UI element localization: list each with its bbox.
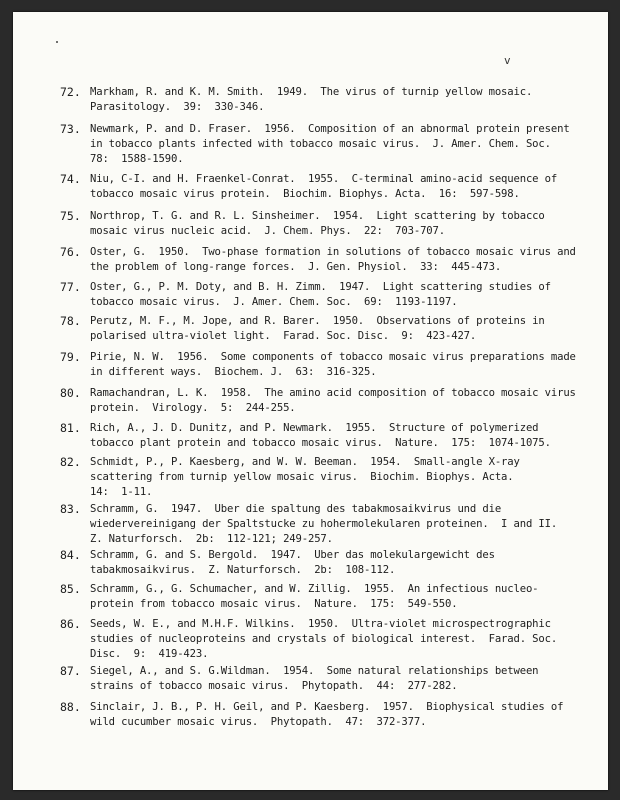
- reference-number: 78.: [60, 314, 81, 328]
- reference-text-line: polarised ultra-violet light. Farad. Soc. Disc. 9: 423-427.: [90, 330, 477, 342]
- reference-number: 83.: [60, 502, 81, 516]
- reference-list: [13, 12, 608, 790]
- reference-number: 80.: [60, 386, 81, 400]
- reference-text-line: Schramm, G. 1947. Uber die spaltung des tabakmosaikvirus und die: [90, 503, 502, 515]
- reference-text-line: Sinclair, J. B., P. H. Geil, and P. Kaesberg. 1957. Biophysical studies of: [90, 701, 564, 713]
- reference-number: 84.: [60, 548, 81, 562]
- reference-text-line: tobacco mosaic virus protein. Biochim. Biophys. Acta. 16: 597-598.: [90, 188, 520, 200]
- reference-text-line: Markham, R. and K. M. Smith. 1949. The virus of turnip yellow mosaic.: [90, 86, 533, 98]
- reference-text-line: scattering from turnip yellow mosaic virus. Biochim. Biophys. Acta.: [90, 471, 514, 483]
- reference-text-line: protein from tobacco mosaic virus. Nature. 175: 549-550.: [90, 598, 458, 610]
- reference-text-line: tobacco plant protein and tobacco mosaic virus. Nature. 175: 1074-1075.: [90, 437, 551, 449]
- reference-number: 73.: [60, 122, 81, 136]
- reference-number: 87.: [60, 664, 81, 678]
- reference-text-line: Rich, A., J. D. Dunitz, and P. Newmark. 1955. Structure of polymerized: [90, 422, 539, 434]
- reference-text-line: Z. Naturforsch. 2b: 112-121; 249-257.: [90, 533, 333, 545]
- reference-text-line: Disc. 9: 419-423.: [90, 648, 209, 660]
- reference-text-line: Schramm, G., G. Schumacher, and W. Zillig. 1955. An infectious nucleo-: [90, 583, 539, 595]
- reference-number: 82.: [60, 455, 81, 469]
- reference-text-line: Seeds, W. E., and M.H.F. Wilkins. 1950. Ultra-violet microspectrographic: [90, 618, 551, 630]
- reference-text-line: tobacco mosaic virus. J. Amer. Chem. Soc. 69: 1193-1197.: [90, 296, 458, 308]
- reference-number: 81.: [60, 421, 81, 435]
- reference-text-line: tabakmosaikvirus. Z. Naturforsch. 2b: 108-112.: [90, 564, 396, 576]
- reference-text-line: in different ways. Biochem. J. 63: 316-325.: [90, 366, 377, 378]
- reference-text-line: Schramm, G. and S. Bergold. 1947. Uber das molekulargewicht des: [90, 549, 495, 561]
- reference-text-line: Pirie, N. W. 1956. Some components of tobacco mosaic virus preparations made: [90, 351, 576, 363]
- reference-text-line: mosaic virus nucleic acid. J. Chem. Phys. 22: 703-707.: [90, 225, 445, 237]
- reference-number: 77.: [60, 280, 81, 294]
- reference-text-line: wild cucumber mosaic virus. Phytopath. 47: 372-377.: [90, 716, 427, 728]
- reference-number: 74.: [60, 172, 81, 186]
- reference-number: 79.: [60, 350, 81, 364]
- reference-text-line: strains of tobacco mosaic virus. Phytopath. 44: 277-282.: [90, 680, 458, 692]
- page-number: v: [504, 54, 511, 67]
- reference-text-line: Oster, G. 1950. Two-phase formation in solutions of tobacco mosaic virus and: [90, 246, 576, 258]
- reference-number: 88.: [60, 700, 81, 714]
- reference-text-line: 14: 1-11.: [90, 486, 153, 498]
- reference-text-line: in tobacco plants infected with tobacco mosaic virus. J. Amer. Chem. Soc.: [90, 138, 551, 150]
- reference-text-line: Parasitology. 39: 330-346.: [90, 101, 265, 113]
- reference-text-line: the problem of long-range forces. J. Gen. Physiol. 33: 445-473.: [90, 261, 502, 273]
- reference-text-line: Schmidt, P., P. Kaesberg, and W. W. Beeman. 1954. Small-angle X-ray: [90, 456, 520, 468]
- reference-text-line: Newmark, P. and D. Fraser. 1956. Composition of an abnormal protein present: [90, 123, 570, 135]
- reference-number: 86.: [60, 617, 81, 631]
- reference-text-line: Perutz, M. F., M. Jope, and R. Barer. 1950. Observations of proteins in: [90, 315, 545, 327]
- reference-text-line: Siegel, A., and S. G.Wildman. 1954. Some natural relationships between: [90, 665, 539, 677]
- reference-number: 75.: [60, 209, 81, 223]
- reference-number: 72.: [60, 85, 81, 99]
- reference-text-line: Oster, G., P. M. Doty, and B. H. Zimm. 1947. Light scattering studies of: [90, 281, 551, 293]
- document-page: [13, 12, 608, 790]
- reference-number: 76.: [60, 245, 81, 259]
- reference-text-line: protein. Virology. 5: 244-255.: [90, 402, 296, 414]
- reference-text-line: wiedervereinigang der Spaltstucke zu hohermolekularen proteinen. I and II.: [90, 518, 558, 530]
- reference-text-line: Ramachandran, L. K. 1958. The amino acid composition of tobacco mosaic virus: [90, 387, 576, 399]
- reference-number: 85.: [60, 582, 81, 596]
- reference-text-line: Niu, C-I. and H. Fraenkel-Conrat. 1955. C-terminal amino-acid sequence of: [90, 173, 558, 185]
- reference-text-line: studies of nucleoproteins and crystals of biological interest. Farad. Soc.: [90, 633, 558, 645]
- reference-text-line: Northrop, T. G. and R. L. Sinsheimer. 1954. Light scattering by tobacco: [90, 210, 545, 222]
- reference-text-line: 78: 1588-1590.: [90, 153, 184, 165]
